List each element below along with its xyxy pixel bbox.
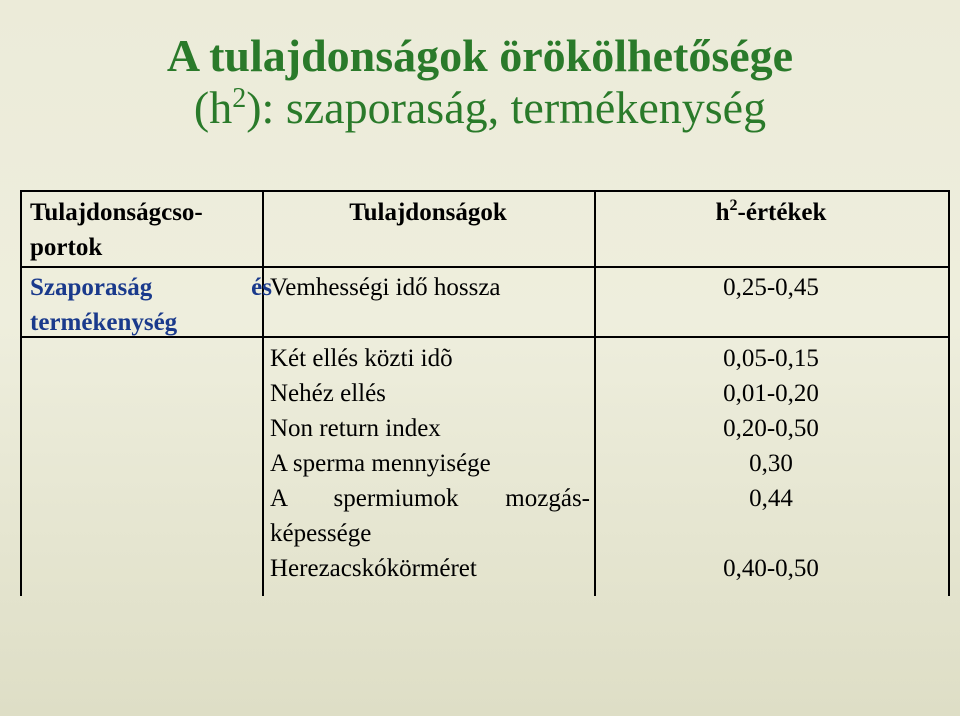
value-spacer	[594, 516, 948, 551]
header-trait-text: Tulajdonságok	[349, 199, 507, 226]
header-value-suffix: -értékek	[737, 199, 827, 226]
trait-text: Non return index	[270, 415, 441, 442]
trait-text: Két ellés közti idõ	[270, 345, 453, 372]
header-value	[594, 195, 948, 230]
column-divider-1	[262, 190, 264, 596]
header-trait	[262, 195, 594, 230]
header-value-h: h	[715, 199, 730, 226]
value-text: 0,30	[749, 450, 793, 477]
table-left-border	[20, 190, 22, 596]
value-list	[594, 341, 948, 586]
slide-title	[0, 30, 960, 134]
group-label-part1: Szaporaság	[30, 274, 153, 301]
value-text: 0,25-0,45	[723, 274, 819, 301]
value-text: 0,44	[749, 485, 793, 512]
title-subject: ): szaporaság, termékenység	[246, 82, 767, 133]
trait-text: A sperma mennyisége	[270, 450, 491, 477]
trait-text: Herezacskókörméret	[270, 555, 477, 582]
value-text: 0,01-0,20	[723, 380, 819, 407]
header-group-part2: portok	[30, 234, 103, 261]
trait-cell	[270, 270, 590, 305]
trait-text: Nehéz ellés	[270, 380, 386, 407]
title-line-1: A tulajdonságok örökölhetősége	[166, 30, 794, 81]
header-value-sup: 2	[729, 197, 738, 214]
trait-text-continuation: képessége	[270, 520, 372, 547]
trait-text: A spermiumok mozgás-	[270, 485, 590, 512]
header-bottom-border	[20, 266, 950, 268]
title-line-2	[0, 82, 960, 134]
table-top-border	[20, 190, 950, 192]
title-superscript: 2	[232, 83, 247, 114]
value-text: 0,40-0,50	[723, 555, 819, 582]
group-cell	[30, 270, 272, 340]
value-text: 0,05-0,15	[723, 345, 819, 372]
header-group-part1: Tulajdonságcso-	[30, 199, 203, 226]
group-label-line1	[30, 270, 272, 305]
header-group	[30, 195, 258, 265]
title-h: (h	[193, 82, 233, 133]
value-text: 0,20-0,50	[723, 415, 819, 442]
group-label-conj: és	[251, 274, 272, 301]
table-right-border	[948, 190, 950, 596]
value-cell	[594, 270, 948, 305]
group-label-part2: termékenység	[30, 309, 178, 336]
trait-list	[270, 341, 590, 586]
trait-text: Vemhességi idő hossza	[270, 274, 501, 301]
heritability-table	[20, 190, 950, 596]
